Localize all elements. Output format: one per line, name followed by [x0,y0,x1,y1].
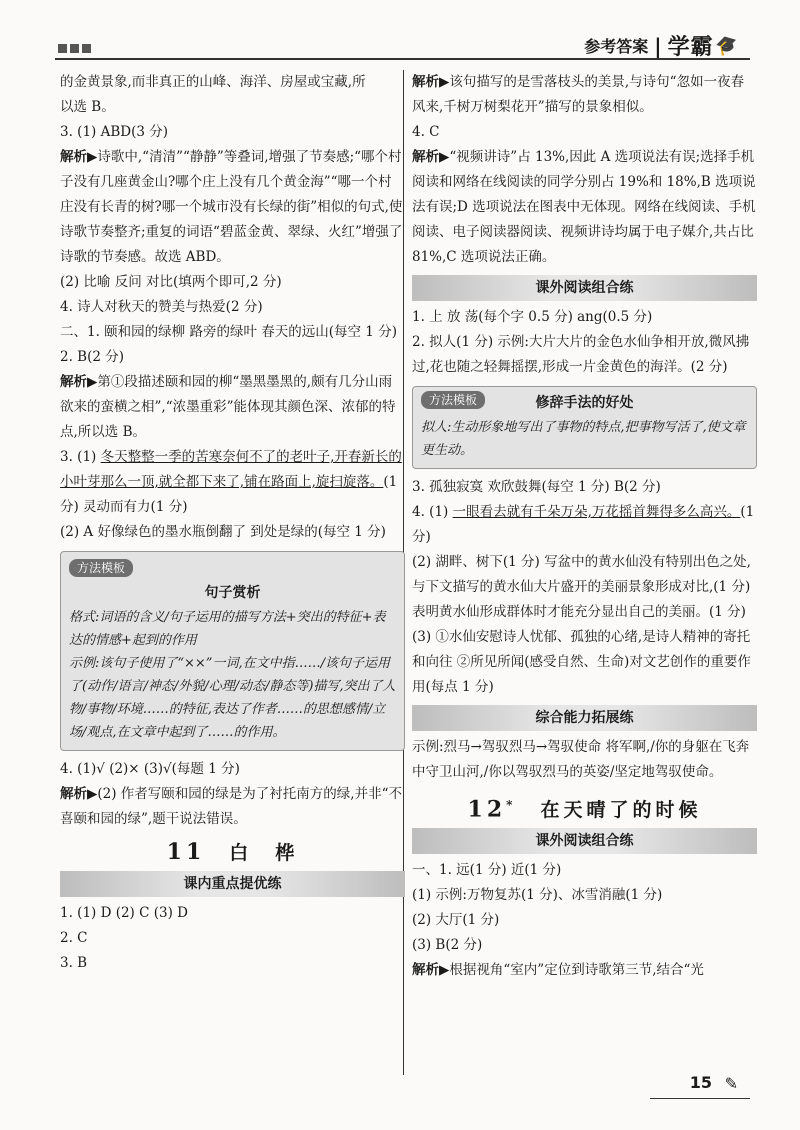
section-bar: 课外阅读组合练 [412,828,757,854]
method-tag: 方法模板 [69,559,133,577]
method-title: 修辞手法的好处 [535,395,634,411]
section-bar: 课内重点提优练 [60,871,405,897]
analysis-text: 第①段描述颐和园的柳“墨黑墨黑的,颇有几分山雨欲来的蛮横之相”,“浓墨重彩”能体现其颜色深、浓郁的特点,所以选 B。 [60,374,396,440]
answer-line: 示例:烈马→驾驭烈马→驾驭使命 将军啊,/你的身躯在飞奔中守卫山河,/你以驾驭烈马的英姿/坚定地驾驭使命。 [412,739,750,780]
analysis-text: 根据视角“室内”定位到诗歌第三节,结合“光 [449,962,704,979]
analysis-label: 解析▶ [412,74,450,90]
analysis-block [412,958,757,983]
answer-line: 1. 上 放 荡(每个字 0.5 分) ang(0.5 分) [412,309,653,325]
answer-line: (3) ①水仙安慰诗人忧郁、孤独的心绪,是诗人精神的寄托和向往 ②所见所闻(感受自然、生命)对文艺创作的重要作用(每点 1 分) [412,629,751,695]
pencil-icon: ✎ [724,1074,738,1093]
answer-part2-q3: 3. (1) 冬天整整一季的苦寒奈何不了的老叶子,开春新长的小叶芽那么一顶,就全都下来了,铺在路面上,旋扫旋落。(1 分) 灵动而有力(1 分) [60,449,402,515]
answer-line: (2) 湖畔、树下(1 分) 写盆中的黄水仙没有特别出色之处,与下文描写的黄水仙大片盛开的美丽景象形成对比,(1 分) 表明黄水仙形成群体时才能充分显出自己的美丽。(1 分) [412,554,751,620]
analysis-label: 解析▶ [60,374,98,390]
answer-part2-q2: 2. B(2 分) [60,349,125,365]
analysis-text: “视频讲诗”占 13%,因此 A 选项说法有误;选择手机阅读和网络在线阅读的同学分别占 19%和 18%,B 选项说法有误;D 选项说法在图表中无体现。网络在线阅读、手机阅读、电子阅读器阅读、视频讲诗均属于电子媒介,共占比 81%,C 选项说法正确。 [412,149,756,265]
underlined-answer: 一眼看去就有千朵万朵,万花摇首舞得多么高兴。 [452,504,741,520]
lesson-title: 白 桦 [229,842,299,864]
answer-line: (2) 大厅(1 分) [412,912,500,929]
analysis-text: 诗歌中,“清清”“静静”等叠词,增强了节奏感;“哪个村子没有几座黄金山?哪个庄上没有几个黄金海”“哪一个村庄没有长青的树?哪一个城市没有长绿的街”相似的句式,使诗歌节奏整齐;重复的词语“碧蓝金黄、翠绿、火红”增强了诗歌的节奏感。故选 ABD。 [60,149,403,265]
answer-line: (1) 示例:万物复苏(1 分)、冰雪消融(1 分) [412,887,663,904]
answer-line: 3. B [60,955,88,971]
left-column [60,70,405,976]
method-text: 拟人:生动形象地写出了事物的特点,把事物写活了,使文章更生动。 [421,420,746,458]
lesson-heading [412,793,757,823]
analysis-label: 解析▶ [60,786,98,802]
answer-line: 1. (1) D (2) C (3) D [60,905,188,921]
lesson-number: 11 [166,839,206,865]
right-column [412,70,757,983]
graduation-cap-icon: 🎓 [713,32,741,59]
header-separator: | [654,33,662,58]
header-right [584,30,741,61]
header-squares-icon [58,44,91,53]
method-tag: 方法模板 [421,391,485,409]
analysis-block [60,370,405,445]
method-title: 句子赏析 [204,585,261,601]
answer-q4: 4. C [412,124,440,140]
answer-q3-2: (2) 比喻 反问 对比(填两个即可,2 分) [60,274,282,290]
method-text: 格式:词语的含义/句子运用的描写方法+突出的特征+表达的情感+起到的作用 示例:该句子使用了“××”一词,在文中指……/该句子运用了(动作/语言/神态/外貌/心理/动态/静态等)描写,突出了人物/事物/环境……的特征,表达了作者……的思想感情/立场/观点,在文章中起到了……的作用。 [69,610,396,740]
page-header [0,0,800,70]
analysis-label: 解析▶ [60,149,98,165]
method-template-box [60,551,405,751]
answer-part2-q4: 4. (1)√ (2)× (3)√(每题 1 分) [60,761,240,777]
text-line: 以选 B。 [60,99,115,115]
answer-q3: 3. (1) ABD(3 分) [60,124,168,140]
answer-line: 2. C [60,930,88,946]
answer-part2-q1: 二、1. 颐和园的绿柳 路旁的绿叶 春天的远山(每空 1 分) [60,324,397,340]
answer-q4: 4. 诗人对秋天的赞美与热爱(2 分) [60,299,263,315]
text-line: 的金黄景象,而非真正的山峰、海洋、房屋或宝藏,所 [60,74,366,90]
answer-line: 2. 拟人(1 分) 示例:大片大片的金色水仙争相开放,微风拂过,花也随之轻舞摇摆,形成一片金黄色的海洋。(2 分) [412,334,750,375]
answer-part2-q3-2: (2) A 好像绿色的墨水瓶倒翻了 到处是绿的(每空 1 分) [60,524,386,540]
answer-line: 一、1. 远(1 分) 近(1 分) [412,862,562,879]
section-bar: 综合能力拓展练 [412,705,757,731]
page-number: 15 [689,1073,712,1092]
analysis-label: 解析▶ [412,962,450,979]
header-label: 参考答案 [584,37,649,56]
section-bar: 课外阅读组合练 [412,275,757,301]
analysis-label: 解析▶ [412,149,450,165]
analysis-text: 该句描写的是雪落枝头的美景,与诗句“忽如一夜春风来,千树万树梨花开”描写的景象相似。 [412,74,745,115]
answer-line: 4. (1) 一眼看去就有千朵万朵,万花摇首舞得多么高兴。(1 分) [412,504,755,545]
lesson-star: * [506,798,517,812]
analysis-block [412,70,757,120]
analysis-block [412,145,757,270]
lesson-number: 12 [467,796,507,823]
footer-rule [650,1098,750,1099]
header-brand: 学霸 [667,35,714,60]
method-template-box [412,386,757,469]
lesson-title: 在天晴了的时候 [540,799,702,822]
answer-line: 3. 孤独寂寞 欢欣鼓舞(每空 1 分) B(2 分) [412,479,661,495]
analysis-block [60,782,405,832]
answer-line: (3) B(2 分) [412,937,483,954]
analysis-block [60,145,405,270]
lesson-heading [60,840,405,866]
analysis-text: (2) 作者写颐和园的绿是为了衬托南方的绿,并非“不喜颐和园的绿”,题干说法错误。 [60,786,402,827]
underlined-answer: 冬天整整一季的苦寒奈何不了的老叶子,开春新长的小叶芽那么一顶,就全都下来了,铺在路面上,旋扫旋落。 [60,449,402,490]
